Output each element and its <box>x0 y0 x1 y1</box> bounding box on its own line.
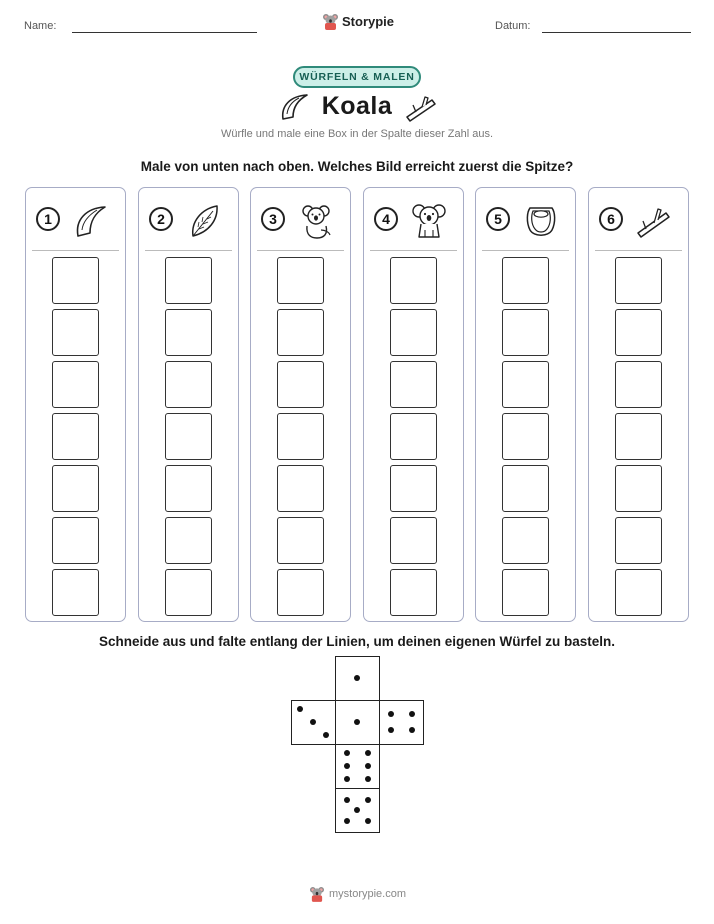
dice-pip <box>365 750 371 756</box>
dice-pip <box>323 732 329 738</box>
color-box[interactable] <box>277 569 324 616</box>
column-6 <box>588 187 689 622</box>
drawing-instruction: Male von unten nach oben. Welches Bild erreicht zuerst die Spitze? <box>140 159 574 174</box>
color-box[interactable] <box>615 309 662 356</box>
color-box[interactable] <box>165 309 212 356</box>
koala-logo-icon <box>323 13 338 30</box>
color-box[interactable] <box>502 517 549 564</box>
column-1 <box>25 187 126 622</box>
color-box[interactable] <box>52 465 99 512</box>
column-5 <box>475 187 576 622</box>
category-tag: WÜRFELN & MALEN <box>293 66 421 88</box>
dice-pip <box>365 797 371 803</box>
color-box[interactable] <box>615 465 662 512</box>
color-box[interactable] <box>52 361 99 408</box>
column-divider <box>257 250 344 251</box>
dice-pip <box>388 711 394 717</box>
dice-face-6 <box>335 744 380 789</box>
dice-face-4 <box>379 700 424 745</box>
color-box[interactable] <box>52 569 99 616</box>
color-box[interactable] <box>277 413 324 460</box>
koala-logo-icon <box>310 886 324 902</box>
color-box[interactable] <box>52 309 99 356</box>
color-box[interactable] <box>390 517 437 564</box>
column-header <box>36 202 116 238</box>
column-divider <box>145 250 232 251</box>
dice-face-1 <box>335 700 380 745</box>
column-header <box>261 202 341 238</box>
pouch-icon <box>522 202 560 240</box>
column-divider <box>595 250 682 251</box>
leaf-icon <box>185 202 223 240</box>
column-number: 4 <box>374 207 398 231</box>
dice-pip <box>409 711 415 717</box>
dice-face-1 <box>335 656 380 701</box>
color-box[interactable] <box>277 257 324 304</box>
dice-face-5 <box>335 788 380 833</box>
column-header <box>374 202 454 238</box>
column-header <box>599 202 679 238</box>
color-box[interactable] <box>390 413 437 460</box>
dice-pip <box>344 750 350 756</box>
dice-pip <box>344 797 350 803</box>
color-box[interactable] <box>502 361 549 408</box>
dice-pip <box>388 727 394 733</box>
color-box[interactable] <box>502 465 549 512</box>
baby-koala-icon <box>297 202 335 240</box>
color-box[interactable] <box>277 361 324 408</box>
color-box[interactable] <box>502 569 549 616</box>
dice-pip <box>365 818 371 824</box>
name-line[interactable] <box>72 32 257 33</box>
color-box[interactable] <box>165 517 212 564</box>
dice-pip <box>354 675 360 681</box>
color-box[interactable] <box>502 257 549 304</box>
footer <box>310 886 406 902</box>
dice-pip <box>354 719 360 725</box>
name-label: Name: <box>24 20 57 32</box>
color-box[interactable] <box>615 413 662 460</box>
column-2 <box>138 187 239 622</box>
subtitle: Würfle und male eine Box in der Spalte dieser Zahl aus. <box>220 128 494 140</box>
dice-face-3 <box>291 700 336 745</box>
color-box[interactable] <box>390 257 437 304</box>
color-box[interactable] <box>390 569 437 616</box>
dice-pip <box>344 776 350 782</box>
claw-icon <box>72 202 110 240</box>
dice-pip <box>310 719 316 725</box>
color-box[interactable] <box>277 465 324 512</box>
color-box[interactable] <box>615 361 662 408</box>
dice-pip <box>344 818 350 824</box>
color-box[interactable] <box>615 569 662 616</box>
branch-icon <box>635 202 673 240</box>
brand-logo <box>323 13 394 30</box>
column-header <box>486 202 566 238</box>
color-box[interactable] <box>52 517 99 564</box>
column-divider <box>32 250 119 251</box>
column-header <box>149 202 229 238</box>
color-box[interactable] <box>52 413 99 460</box>
color-box[interactable] <box>165 257 212 304</box>
color-box[interactable] <box>52 257 99 304</box>
color-box[interactable] <box>165 361 212 408</box>
date-line[interactable] <box>542 32 691 33</box>
koala-icon <box>410 202 448 240</box>
dice-pip <box>354 807 360 813</box>
color-box[interactable] <box>390 309 437 356</box>
column-divider <box>370 250 457 251</box>
color-box[interactable] <box>390 361 437 408</box>
dice-pip <box>344 763 350 769</box>
column-number: 6 <box>599 207 623 231</box>
color-box[interactable] <box>277 309 324 356</box>
dice-pip <box>365 776 371 782</box>
date-label: Datum: <box>495 20 531 32</box>
column-number: 3 <box>261 207 285 231</box>
dice-pip <box>409 727 415 733</box>
dice-pip <box>365 763 371 769</box>
color-box[interactable] <box>277 517 324 564</box>
color-box[interactable] <box>502 309 549 356</box>
column-number: 1 <box>36 207 60 231</box>
color-box[interactable] <box>502 413 549 460</box>
column-number: 2 <box>149 207 173 231</box>
color-box[interactable] <box>390 465 437 512</box>
dice-pip <box>297 706 303 712</box>
color-box[interactable] <box>615 517 662 564</box>
column-number: 5 <box>486 207 510 231</box>
color-box[interactable] <box>165 413 212 460</box>
column-4 <box>363 187 464 622</box>
color-box[interactable] <box>165 465 212 512</box>
cut-instruction: Schneide aus und falte entlang der Linien, um deinen eigenen Würfel zu basteln. <box>98 634 616 649</box>
footer-url[interactable]: mystorypie.com <box>329 888 407 900</box>
column-3 <box>250 187 351 622</box>
color-box[interactable] <box>165 569 212 616</box>
column-divider <box>482 250 569 251</box>
page-title: Koala <box>321 92 393 120</box>
brand-name: Storypie <box>342 14 395 29</box>
color-box[interactable] <box>615 257 662 304</box>
branch-icon <box>404 94 438 122</box>
